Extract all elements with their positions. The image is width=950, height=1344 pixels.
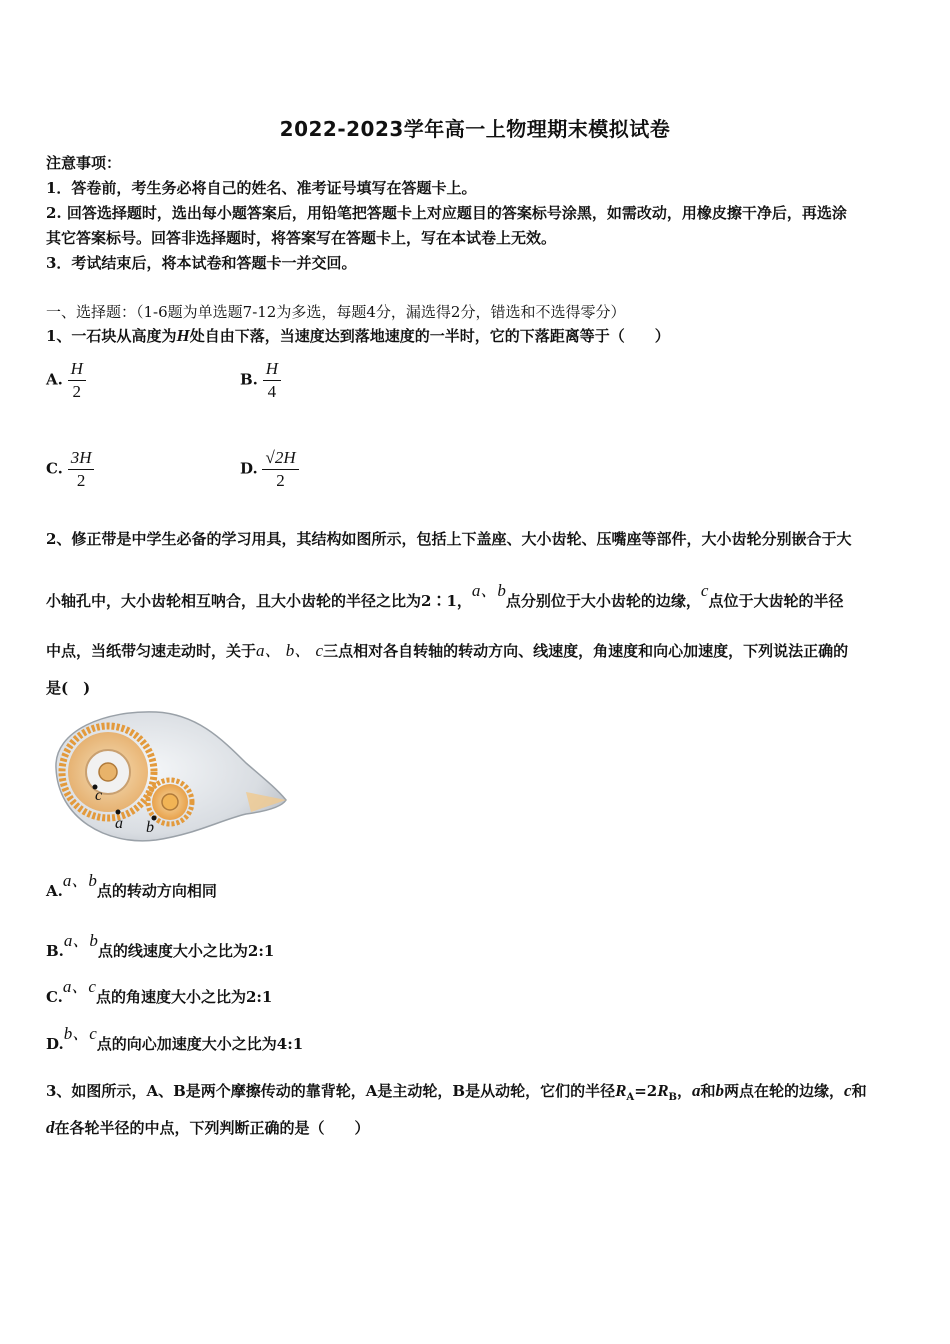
- q2-option-d-letter: D.: [46, 1035, 64, 1053]
- q1-option-c-num: 3H: [70, 448, 92, 467]
- q3-radius-b-sub: B: [668, 1092, 677, 1103]
- small-gear-axle: [162, 794, 178, 810]
- point-b-label: b: [146, 819, 154, 836]
- q3-line-1-c: 和: [700, 1082, 716, 1100]
- q3-radius-a: R: [615, 1081, 627, 1100]
- q3-var-b: b: [715, 1081, 725, 1100]
- q1-stem: [46, 325, 670, 347]
- q2-line-2-b: 点分别位于大小齿轮的边缘，: [505, 592, 701, 610]
- point-a-label: a: [115, 815, 123, 832]
- q1-option-a-fraction: [68, 358, 86, 403]
- q2-option-b-text: 点的线速度大小之比为2:1: [97, 942, 275, 960]
- q2-option-c-text: 点的角速度大小之比为2:1: [95, 988, 273, 1006]
- q2-option-b-letter: B.: [46, 942, 64, 960]
- q2-option-d-text: 点的向心加速度大小之比为4:1: [96, 1035, 304, 1053]
- q2-line-3: [46, 640, 848, 662]
- q1-option-b-letter: B.: [240, 370, 258, 389]
- q2-option-c[interactable]: [46, 977, 273, 1008]
- q2-line-4: 是( ): [46, 679, 91, 697]
- q2-option-a[interactable]: [46, 871, 217, 902]
- exam-title: 2022-2023学年高一上物理期末模拟试卷: [279, 117, 671, 141]
- notice-heading: 注意事项：: [46, 154, 122, 172]
- point-c-label: c: [95, 787, 103, 804]
- q1-stem-post: 处自由下落，当速度达到落地速度的一半时，它的下落距离等于（ ）: [189, 327, 670, 345]
- q2-line-3-b: 三点相对各自转轴的转动方向、线速度，角速度和向心加速度，下列说法正确的: [323, 642, 849, 660]
- q3-var-d: d: [46, 1118, 55, 1137]
- q2-line-2-label-ab: a、b: [471, 581, 506, 600]
- q2-option-a-vars: a、b: [62, 871, 97, 890]
- q2-option-b-vars: a、b: [63, 931, 98, 950]
- section-heading: 一、选择题：（1-6题为单选题7-12为多选，每题4分，漏选得2分，错选和不选得零分）: [46, 303, 626, 321]
- q1-option-d-letter: D.: [240, 459, 258, 478]
- q2-line-3-labels: a、 b、 c: [256, 641, 324, 660]
- q3-eq: =2: [634, 1082, 658, 1100]
- q3-line-1-a: 3、如图所示，A、B是两个摩擦传动的靠背轮，A是主动轮，B是从动轮，它们的半径: [46, 1082, 616, 1100]
- notice-item-2-cont: 其它答案标号。回答非选择题时，将答案写在答题卡上，写在本试卷上无效。: [46, 229, 557, 247]
- q3-var-c: c: [844, 1081, 852, 1100]
- q2-option-d-vars: b、c: [63, 1024, 97, 1043]
- notice-item-3: 3．考试结束后，将本试卷和答题卡一并交回。: [46, 254, 357, 272]
- notice-item-2: 2. 回答选择题时，选出每小题答案后，用铅笔把答题卡上对应题目的答案标号涂黑，如需改动，用橡皮擦干净后，再选涂: [46, 204, 847, 222]
- q2-line-2-label-c: c: [700, 581, 709, 600]
- q1-option-c[interactable]: [46, 447, 94, 492]
- q1-option-a-letter: A.: [46, 370, 63, 389]
- q1-option-b-fraction: [263, 358, 281, 403]
- q1-option-c-letter: C.: [46, 459, 63, 478]
- q1-option-d[interactable]: [240, 447, 299, 492]
- q1-stem-pre: 1、一石块从高度为: [46, 327, 177, 345]
- q1-option-d-den: 2: [262, 469, 298, 492]
- q2-option-d[interactable]: [46, 1024, 304, 1055]
- q2-line-2-a: 小轴孔中，大小齿轮相互呐合，且大小齿轮的半径之比为2∶1，: [46, 592, 472, 610]
- q1-option-d-num: √2H: [265, 448, 296, 467]
- q3-line-2-text: 在各轮半径的中点，下列判断正确的是（ ）: [54, 1119, 370, 1137]
- q2-option-a-text: 点的转动方向相同: [96, 882, 217, 900]
- q1-stem-var: H: [176, 326, 190, 345]
- q1-option-a-num: H: [70, 359, 83, 378]
- q2-option-c-vars: a、c: [62, 977, 96, 996]
- notice-item-1: 1．答卷前，考生务必将自己的姓名、准考证号填写在答题卡上。: [46, 179, 477, 197]
- q2-line-3-a: 中点，当纸带匀速走动时，关于: [46, 642, 257, 660]
- q3-line-1-b: ，: [677, 1082, 693, 1100]
- q3-line-1-e: 和: [851, 1082, 867, 1100]
- q2-option-a-letter: A.: [46, 882, 63, 900]
- q1-option-a[interactable]: [46, 358, 86, 403]
- q3-radius-a-sub: A: [626, 1092, 635, 1103]
- q2-option-c-letter: C.: [46, 988, 63, 1006]
- q3-line-1-d: 两点在轮的边缘，: [724, 1082, 845, 1100]
- large-gear-axle: [99, 763, 117, 781]
- correction-tape-figure: [46, 708, 290, 848]
- q2-line-2-c: 点位于大齿轮的半径: [708, 592, 844, 610]
- q1-option-b[interactable]: [240, 358, 281, 403]
- q1-option-b-num: H: [265, 359, 278, 378]
- q1-option-c-fraction: [68, 447, 95, 492]
- q3-var-a: a: [692, 1081, 701, 1100]
- q2-line-2: [46, 581, 844, 612]
- q1-option-a-den: 2: [68, 380, 86, 403]
- q2-option-b[interactable]: [46, 931, 275, 962]
- q2-line-1: 2、修正带是中学生必备的学习用具，其结构如图所示，包括上下盖座、大小齿轮、压嘴座等部件，大小齿轮分别嵌合于大: [46, 530, 852, 548]
- q3-line-1: [46, 1080, 867, 1109]
- q3-radius-b: R: [657, 1081, 669, 1100]
- point-a-dot: [116, 810, 121, 815]
- q3-line-2: [46, 1117, 370, 1139]
- q1-option-d-fraction: [262, 447, 298, 492]
- q1-option-b-den: 4: [263, 380, 281, 403]
- q1-option-c-den: 2: [68, 469, 95, 492]
